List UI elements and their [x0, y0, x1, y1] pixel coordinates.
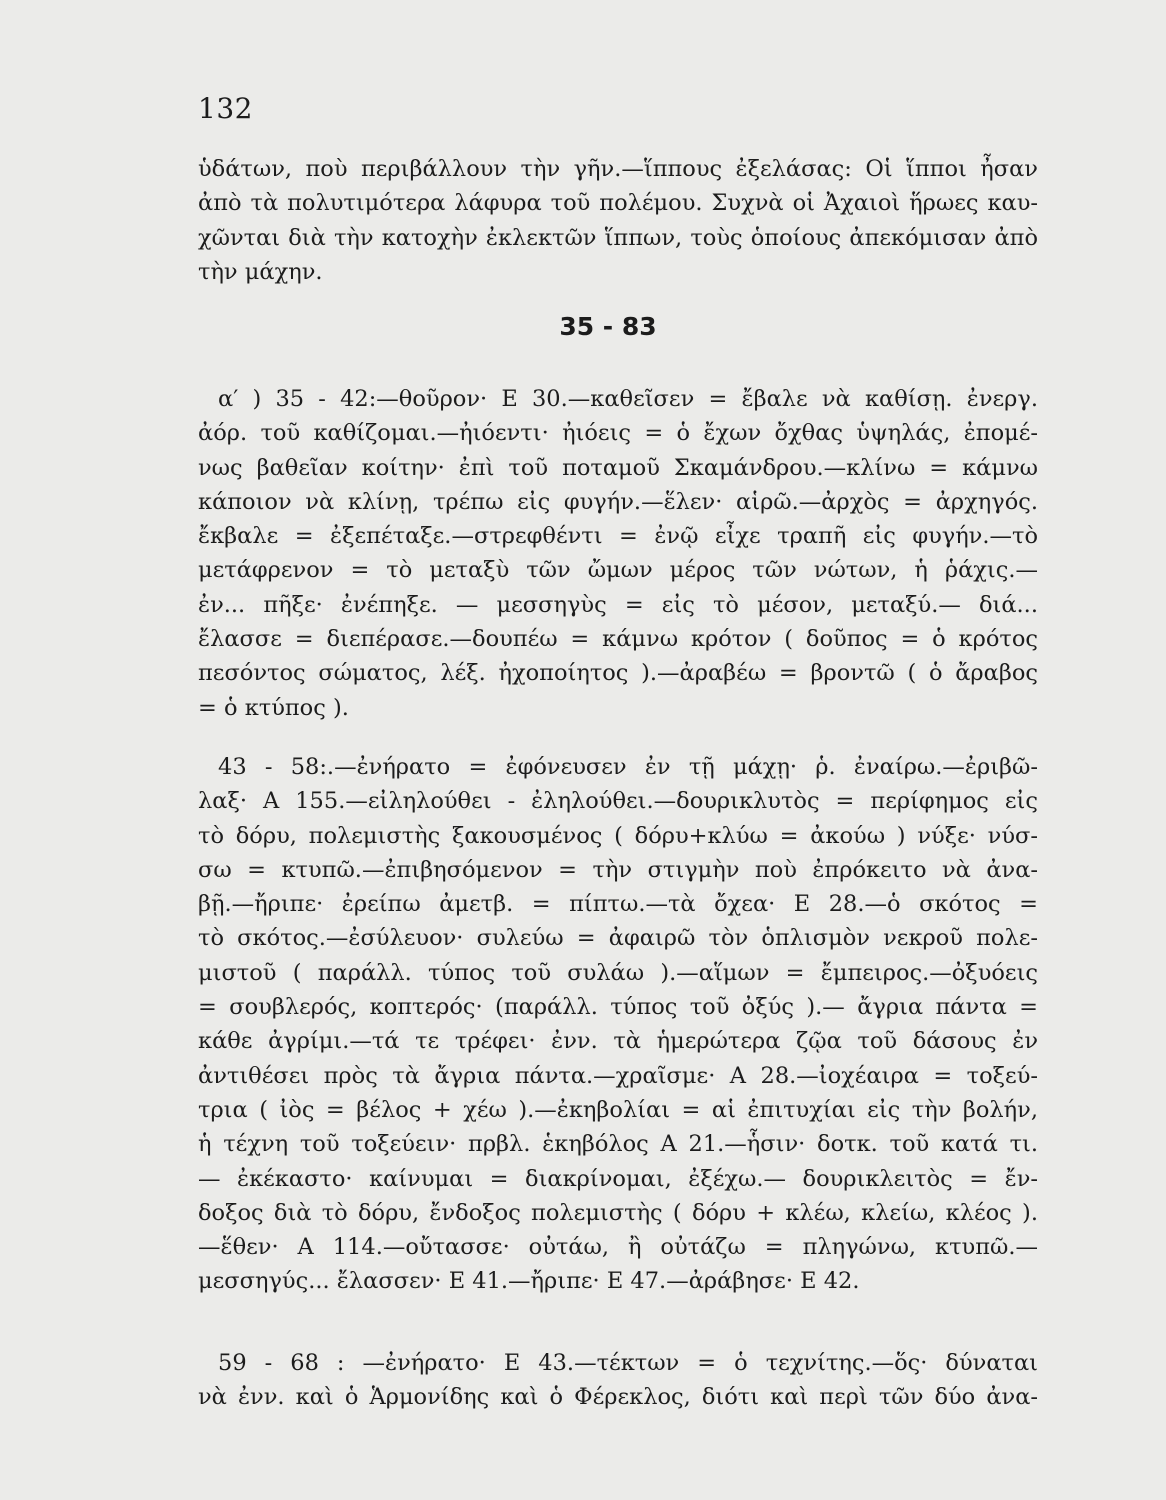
- text-line: ἡ τέχνη τοῦ τοξεύειν· πρβλ. ἑκηβόλος Α 21.—ἧσιν· δοτκ. τοῦ κατά τι.: [198, 1131, 1038, 1158]
- text-line: κάποιον νὰ κλίνῃ, τρέπω εἰς φυγήν.—ἕλεν· αἱρῶ.—ἀρχὸς = ἀρχηγός.: [198, 488, 1038, 515]
- text-line: ἀόρ. τοῦ καθίζομαι.—ἠιόεντι· ἠιόεις = ὁ ἔχων ὄχθας ὑψηλάς, ἐπομέ-: [198, 420, 1038, 447]
- text-line: ἐν... πῆξε· ἐνέπηξε. — μεσσηγὺς = εἰς τὸ μέσον, μεταξύ.— διά...: [198, 591, 1038, 618]
- page-number: 132: [198, 92, 253, 125]
- text-line: μετάφρενον = τὸ μεταξὺ τῶν ὤμων μέρος τῶν νώτων, ἡ ῥάχις.—: [198, 557, 1038, 584]
- text-line: τρια ( ἰὸς = βέλος + χέω ).—ἐκηβολίαι = αἱ ἐπιτυχίαι εἰς τὴν βολήν,: [198, 1096, 1038, 1123]
- text-line: α′ ) 35 - 42:—θοῦρον· Ε 30.—καθεῖσεν = ἔβαλε νὰ καθίσῃ. ἐνεργ.: [218, 386, 1038, 412]
- text-line: σω = κτυπῶ.—ἐπιβησόμενον = τὴν στιγμὴν ποὺ ἐπρόκειτο νὰ ἀνα-: [198, 856, 1038, 883]
- text-line: βῇ.—ἤριπε· ἐρείπω ἀμετβ. = πίπτω.—τὰ ὄχεα· Ε 28.—ὁ σκότος =: [198, 891, 1038, 918]
- text-line: τὸ σκότος.—ἐσύλευον· συλεύω = ἀφαιρῶ τὸν ὁπλισμὸν νεκροῦ πολε-: [198, 925, 1038, 952]
- text-line: λαξ· Α 155.—εἰληλούθει - ἐληλούθει.—δουρικλυτὸς = περίφημος εἰς: [198, 788, 1038, 815]
- text-line: ἀπὸ τὰ πολυτιμότερα λάφυρα τοῦ πολέμου. Συχνὰ οἱ Ἀχαιοὶ ἥρωες καυ-: [198, 190, 1038, 217]
- text-line: κάθε ἀγρίμι.—τά τε τρέφει· ἐνν. τὰ ἡμερώτερα ζῷα τοῦ δάσους ἐν: [198, 1028, 1038, 1055]
- text-line: χῶνται διὰ τὴν κατοχὴν ἐκλεκτῶν ἵππων, τοὺς ὁποίους ἀπεκόμισαν ἀπὸ: [198, 224, 1038, 251]
- paragraph-4: [198, 1346, 1038, 1415]
- text-line: μεσσηγύς... ἔλασσεν· Ε 41.—ἤριπε· Ε 47.—ἀράβησε· Ε 42.: [198, 1268, 860, 1295]
- text-line: ἔκβαλε = ἐξεπέταξε.—στρεφθέντι = ἐνῷ εἶχε τραπῆ εἰς φυγήν.—τὸ: [198, 523, 1038, 550]
- text-line: 43 - 58:.—ἐνήρατο = ἐφόνευσεν ἐν τῇ μάχῃ· ῥ. ἐναίρω.—ἐριβῶ-: [218, 754, 1038, 780]
- paragraph-3: [198, 750, 1038, 1299]
- text-line: — ἐκέκαστο· καίνυμαι = διακρίνομαι, ἐξέχω.— δουρικλειτὸς = ἔν-: [198, 1165, 1038, 1192]
- text-line: δοξος διὰ τὸ δόρυ, ἔνδοξος πολεμιστὴς ( δόρυ + κλέω, κλείω, κλέος ).: [198, 1199, 1038, 1226]
- text-line: νως βαθεῖαν κοίτην· ἐπὶ τοῦ ποταμοῦ Σκαμάνδρου.—κλίνω = κάμνω: [198, 454, 1038, 481]
- section-heading: 35 - 83: [559, 312, 657, 341]
- text-line: τὴν μάχην.: [198, 258, 323, 285]
- text-line: μιστοῦ ( παράλλ. τύπος τοῦ συλάω ).—αἵμων = ἔμπειρος.—ὀξυόεις: [198, 959, 1038, 986]
- text-line: = σουβλερός, κοπτερός· (παράλλ. τύπος τοῦ ὀξύς ).— ἄγρια πάντα =: [198, 994, 1038, 1021]
- text-line: 59 - 68 : —ἐνήρατο· Ε 43.—τέκτων = ὁ τεχνίτης.—ὅς· δύναται: [218, 1350, 1038, 1376]
- text-line: νὰ ἐνν. καὶ ὁ Ἁρμονίδης καὶ ὁ Φέρεκλος, διότι καὶ περὶ τῶν δύο ἀνα-: [198, 1384, 1038, 1411]
- text-line: πεσόντος σώματος, λέξ. ἠχοποίητος ).—ἀραβέω = βροντῶ ( ὁ ἄραβος: [198, 660, 1038, 687]
- paragraph-2: [198, 382, 1038, 725]
- text-line: ἀντιθέσει πρὸς τὰ ἄγρια πάντα.—χραῖσμε· Α 28.—ἰοχέαιρα = τοξεύ-: [198, 1062, 1038, 1089]
- text-line: = ὁ κτύπος ).: [198, 694, 349, 721]
- text-line: τὸ δόρυ, πολεμιστὴς ξακουσμένος ( δόρυ+κλύω = ἀκούω ) νύξε· νύσ-: [198, 822, 1038, 849]
- paragraph-1: [198, 152, 1038, 289]
- text-line: ἔλασσε = διεπέρασε.—δουπέω = κάμνω κρότον ( δοῦπος = ὁ κρότος: [198, 626, 1038, 653]
- text-line: ὑδάτων, ποὺ περιβάλλουν τὴν γῆν.—ἵππους ἐξελάσας: Οἱ ἵπποι ἦσαν: [198, 156, 1038, 182]
- text-line: —ἕθεν· Α 114.—οὔτασσε· οὐτάω, ἢ οὐτάζω = πληγώνω, κτυπῶ.—: [198, 1234, 1038, 1261]
